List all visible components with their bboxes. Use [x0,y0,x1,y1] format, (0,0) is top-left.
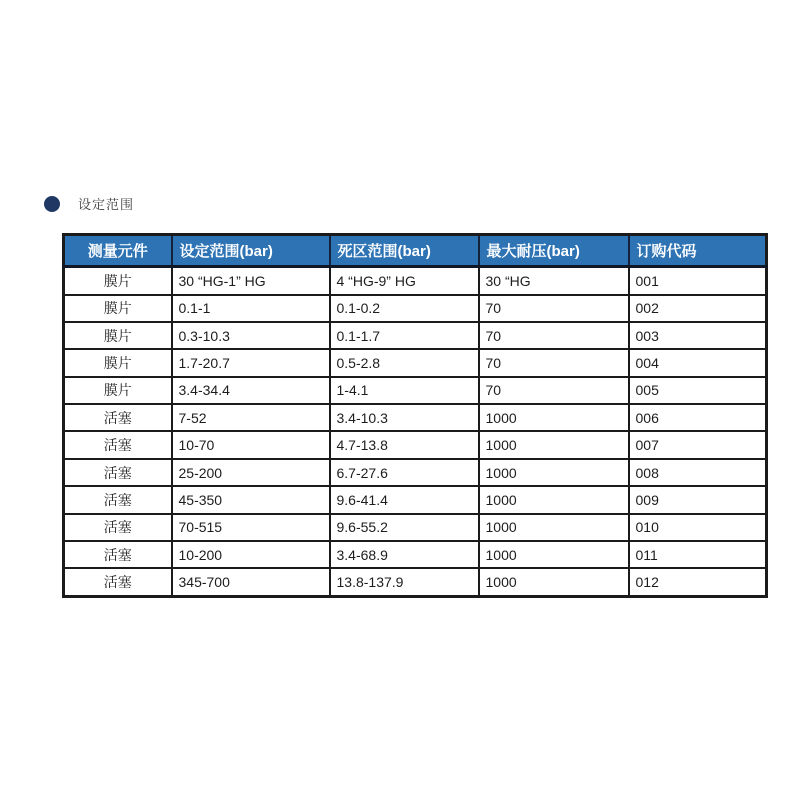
table-cell: 膜片 [64,295,172,322]
table-cell: 002 [629,295,767,322]
table-cell: 345-700 [172,568,330,596]
table-row [64,486,767,513]
spec-table [62,233,768,598]
table-cell: 活塞 [64,486,172,513]
table-cell: 3.4-34.4 [172,377,330,404]
table-cell: 1-4.1 [330,377,479,404]
table-cell: 膜片 [64,349,172,376]
table-row [64,459,767,486]
table-cell: 活塞 [64,514,172,541]
table-cell: 0.5-2.8 [330,349,479,376]
table-cell: 1.7-20.7 [172,349,330,376]
table-cell: 1000 [479,459,629,486]
table-row [64,568,767,596]
table-cell: 活塞 [64,459,172,486]
table-cell: 004 [629,349,767,376]
table-cell: 膜片 [64,377,172,404]
table-cell: 9.6-41.4 [330,486,479,513]
table-cell: 13.8-137.9 [330,568,479,596]
col-header-measuring-element: 测量元件 [64,235,172,267]
table-cell: 005 [629,377,767,404]
table-cell: 012 [629,568,767,596]
table-cell: 活塞 [64,568,172,596]
table-body [64,267,767,597]
table-cell: 7-52 [172,404,330,431]
col-header-deadband-range: 死区范围(bar) [330,235,479,267]
table-cell: 003 [629,322,767,349]
table-cell: 6.7-27.6 [330,459,479,486]
section-header [44,194,134,213]
table-cell: 膜片 [64,267,172,295]
table-cell: 膜片 [64,322,172,349]
table-cell: 4 “HG-9” HG [330,267,479,295]
table-cell: 3.4-68.9 [330,541,479,568]
table-cell: 10-70 [172,431,330,458]
table-cell: 活塞 [64,541,172,568]
table-cell: 006 [629,404,767,431]
table-cell: 9.6-55.2 [330,514,479,541]
table-cell: 活塞 [64,404,172,431]
table-cell: 活塞 [64,431,172,458]
table-row [64,267,767,295]
table-cell: 0.3-10.3 [172,322,330,349]
col-header-setting-range: 设定范围(bar) [172,235,330,267]
table-row [64,541,767,568]
table-cell: 1000 [479,541,629,568]
table-cell: 70 [479,377,629,404]
col-header-max-pressure: 最大耐压(bar) [479,235,629,267]
section-bullet-icon [44,196,60,212]
table-cell: 007 [629,431,767,458]
table-cell: 1000 [479,431,629,458]
table-cell: 70-515 [172,514,330,541]
table-cell: 009 [629,486,767,513]
table-cell: 70 [479,349,629,376]
table-cell: 70 [479,322,629,349]
table-row [64,404,767,431]
table-cell: 4.7-13.8 [330,431,479,458]
table-cell: 30 “HG [479,267,629,295]
table-cell: 008 [629,459,767,486]
table-row [64,295,767,322]
table-cell: 001 [629,267,767,295]
table-cell: 10-200 [172,541,330,568]
table-cell: 25-200 [172,459,330,486]
table-row [64,377,767,404]
table-cell: 1000 [479,486,629,513]
table-cell: 70 [479,295,629,322]
table-cell: 1000 [479,514,629,541]
table-row [64,322,767,349]
table-header-row [64,235,767,267]
table-cell: 011 [629,541,767,568]
table-cell: 45-350 [172,486,330,513]
table-cell: 0.1-1 [172,295,330,322]
table-cell: 30 “HG-1” HG [172,267,330,295]
table-cell: 0.1-1.7 [330,322,479,349]
table-row [64,514,767,541]
table-cell: 1000 [479,404,629,431]
table-cell: 0.1-0.2 [330,295,479,322]
table-cell: 1000 [479,568,629,596]
table-row [64,349,767,376]
col-header-order-code: 订购代码 [629,235,767,267]
table-cell: 010 [629,514,767,541]
table-cell: 3.4-10.3 [330,404,479,431]
table-row [64,431,767,458]
section-title: 设定范围 [78,197,135,212]
